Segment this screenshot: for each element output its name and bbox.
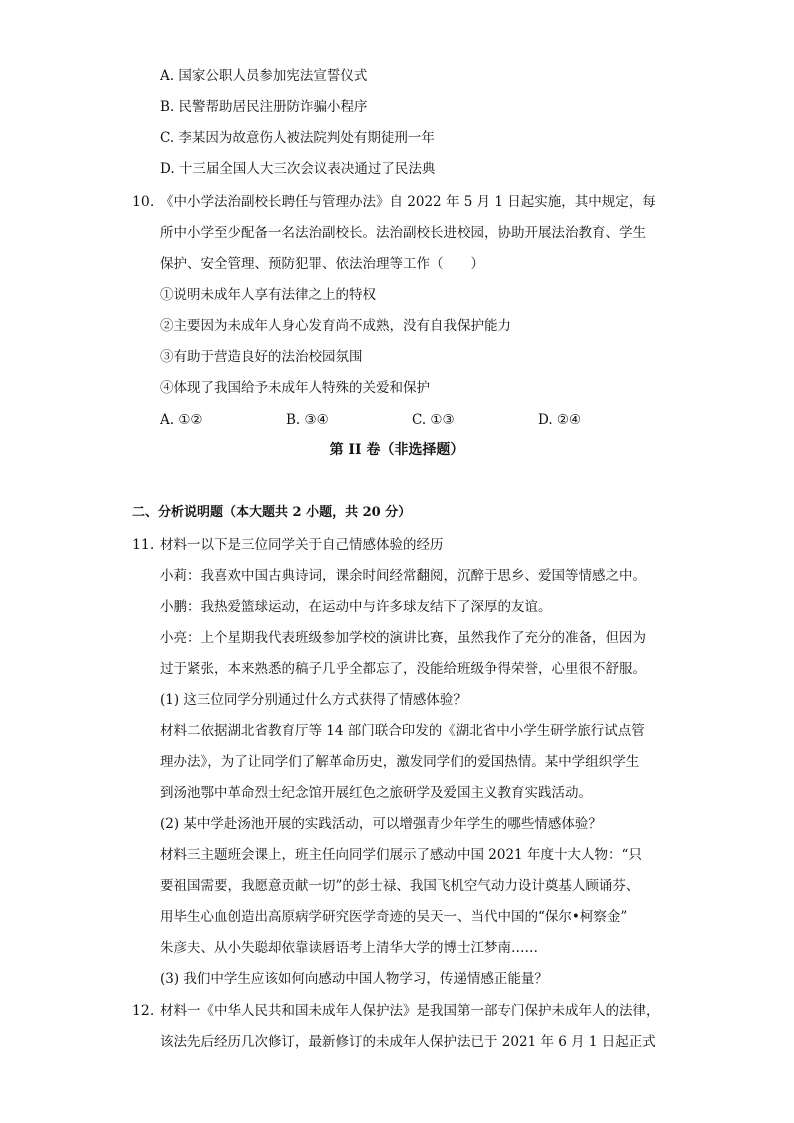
- q9-option-d: D. 十三届全国人大三次会议表决通过了民法典: [160, 161, 436, 177]
- q10-statement-3: ③有助于营造良好的法治校园氛围: [160, 349, 363, 365]
- q10-statement-1: ①说明未成年人享有法律之上的特权: [160, 287, 376, 303]
- q10-choice-a: A. ①②: [160, 412, 203, 428]
- q11-line-12: 要祖国需要，我愿意贡献一切”的彭士禄、我国飞机空气动力设计奠基人顾诵芬、: [160, 878, 640, 894]
- q12-line-2: 该法先后经历几次修订，最新修订的未成年人保护法已于 2021 年 6 月 1 日起正式: [160, 1034, 656, 1050]
- q10-choice-c: C. ①③: [412, 412, 455, 428]
- section-title: 二、分析说明题（本大题共 2 小题，共 20 分）: [132, 505, 412, 520]
- q11-line-11: 材料三主题班会课上，班主任向同学们展示了感动中国 2021 年度十大人物：“只: [160, 847, 642, 863]
- q10-stem-line-1: 《中小学法治副校长聘任与管理办法》自 2022 年 5 月 1 日起实施，其中规定，每: [160, 194, 656, 210]
- q10-stem-line-3: 保护、安全管理、预防犯罪、依法治理等工作（ ）: [160, 256, 484, 272]
- q11-line-5: 过于紧张，本来熟悉的稿子几乎全都忘了，没能给班级争得荣誉，心里很不舒服。: [160, 661, 646, 677]
- q11-line-9: 到汤池鄂中革命烈士纪念馆开展红色之旅研学及爱国主义教育实践活动。: [160, 785, 592, 801]
- q10-choice-d: D. ②④: [538, 412, 582, 428]
- q11-line-13: 用毕生心血创造出高原病学研究医学奇迹的吴天一、当代中国的“保尔•柯察金”: [160, 909, 628, 925]
- q10-statement-4: ④体现了我国给予未成年人特殊的关爱和保护: [160, 380, 430, 396]
- q11-line-7: 材料二依据湖北省教育厅等 14 部门联合印发的《湖北省中小学生研学旅行试点管: [160, 723, 645, 739]
- q11-subquestion-1: (1) 这三位同学分别通过什么方式获得了情感体验？: [160, 692, 467, 708]
- question-number-11: 11.: [132, 537, 155, 553]
- q11-line-1: 材料一以下是三位同学关于自己情感体验的经历: [160, 537, 444, 553]
- q11-subquestion-2: (2) 某中学赴汤池开展的实践活动，可以增强青少年学生的哪些情感体验？: [160, 816, 602, 832]
- q10-statement-2: ②主要因为未成年人身心发育尚不成熟，没有自我保护能力: [160, 318, 511, 334]
- q11-subquestion-3: (3) 我们中学生应该如何向感动中国人物学习，传递情感正能量？: [160, 971, 548, 987]
- q9-option-a: A. 国家公职人员参加宪法宣誓仪式: [160, 68, 368, 84]
- q12-line-1: 材料一《中华人民共和国未成年人保护法》是我国第一部专门保护未成年人的法律，: [160, 1003, 660, 1019]
- q9-option-b: B. 民警帮助居民注册防诈骗小程序: [160, 99, 368, 115]
- question-number-10: 10.: [132, 194, 155, 210]
- q11-line-2: 小莉：我喜欢中国古典诗词，课余时间经常翻阅，沉醉于思乡、爱国等情感之中。: [160, 568, 646, 584]
- q11-line-14: 朱彦夫、从小失聪却依靠读唇语考上清华大学的博士江梦南……: [160, 940, 538, 956]
- q9-option-c: C. 李某因为故意伤人被法院判处有期徒刑一年: [160, 130, 435, 146]
- q10-stem-line-2: 所中小学至少配备一名法治副校长。法治副校长进校园，协助开展法治教育、学生: [160, 225, 646, 241]
- q11-line-4: 小亮：上个星期我代表班级参加学校的演讲比赛，虽然我作了充分的准备，但因为: [160, 630, 646, 646]
- question-number-12: 12.: [132, 1003, 155, 1019]
- q10-choice-b: B. ③④: [286, 412, 329, 428]
- q11-line-8: 理办法》，为了让同学们了解革命历史，激发同学们的爱国热情。某中学组织学生: [160, 754, 640, 770]
- part-2-title: 第 II 卷（非选择题）: [329, 442, 465, 458]
- q11-line-3: 小鹏：我热爱篮球运动，在运动中与许多球友结下了深厚的友谊。: [160, 599, 552, 615]
